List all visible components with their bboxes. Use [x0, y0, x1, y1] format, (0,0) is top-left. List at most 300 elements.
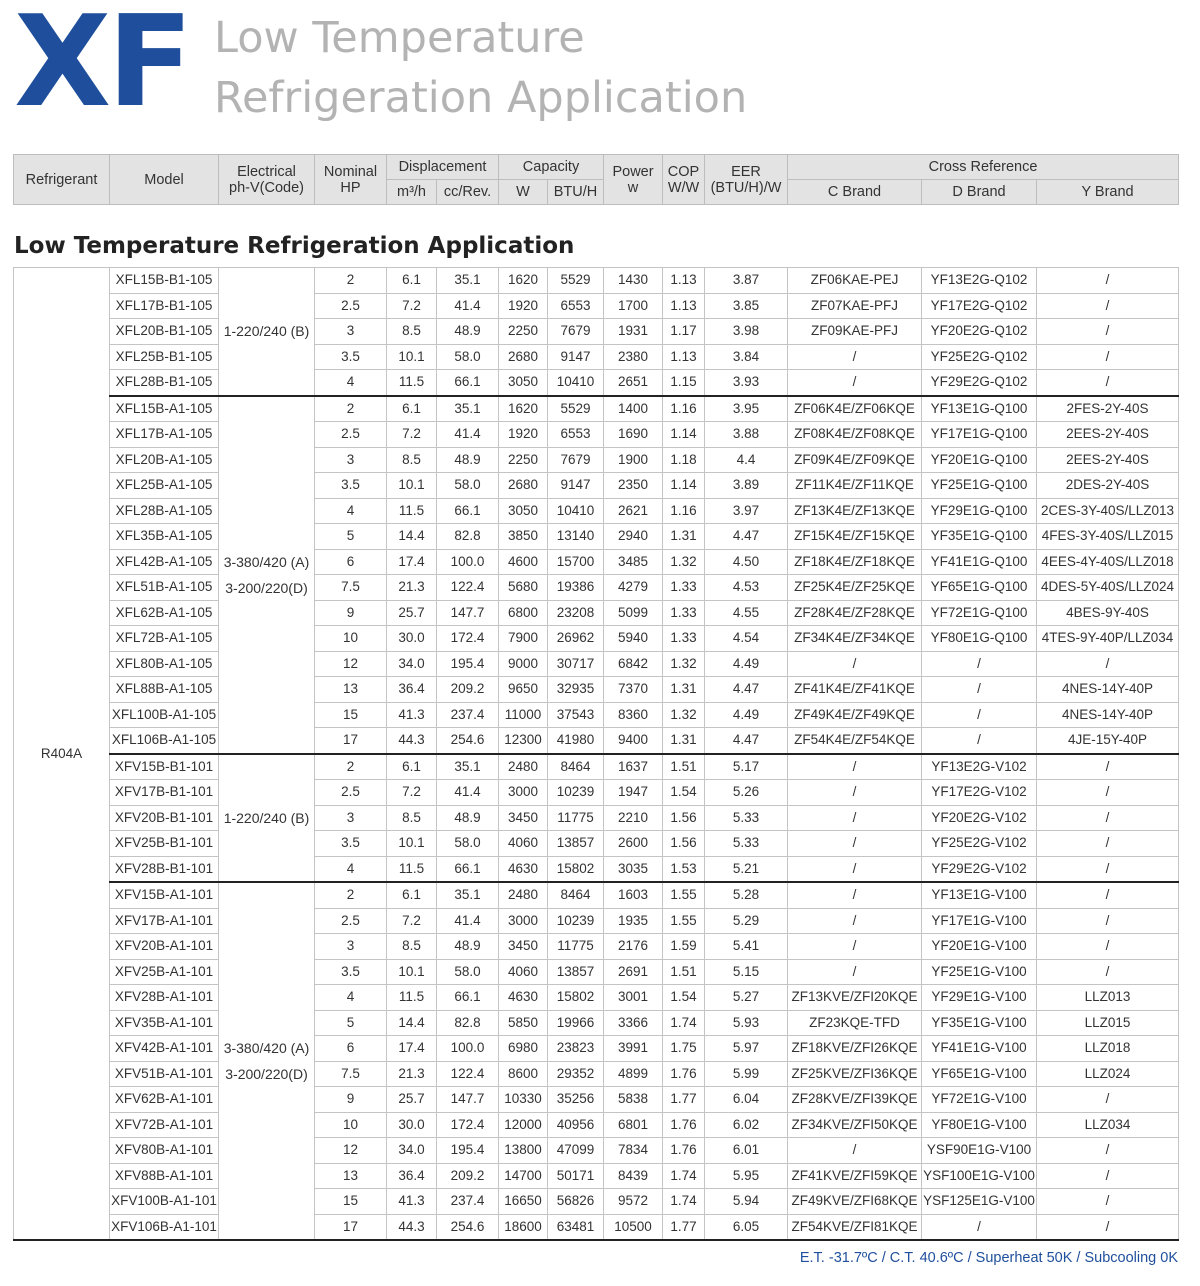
cop-cell: 1.53 [663, 856, 705, 882]
table-row [14, 1061, 1179, 1087]
cap-w-cell: 6800 [499, 600, 548, 626]
disp-m3h-cell: 30.0 [387, 1112, 437, 1138]
nominal-hp-cell: 6 [315, 549, 387, 575]
d-brand-cell: YF13E2G-V102 [922, 754, 1037, 780]
table-row [14, 1036, 1179, 1062]
table-row [14, 626, 1179, 652]
eer-cell: 6.02 [705, 1112, 788, 1138]
c-brand-cell: ZF49K4E/ZF49KQE [788, 702, 922, 728]
disp-cc-cell: 58.0 [437, 473, 499, 499]
cop-cell: 1.13 [663, 268, 705, 294]
header-cap-btu: BTU/H [548, 180, 604, 205]
disp-m3h-cell: 11.5 [387, 985, 437, 1011]
table-row [14, 934, 1179, 960]
cop-cell: 1.74 [663, 1189, 705, 1215]
cap-w-cell: 12300 [499, 728, 548, 754]
header-cross-reference: Cross Reference [788, 155, 1179, 180]
disp-m3h-cell: 10.1 [387, 831, 437, 857]
y-brand-cell: LLZ034 [1037, 1112, 1179, 1138]
y-brand-cell: / [1037, 651, 1179, 677]
cap-btu-cell: 26962 [548, 626, 604, 652]
cop-cell: 1.77 [663, 1087, 705, 1113]
model-cell: XFL42B-A1-105 [110, 549, 219, 575]
d-brand-cell: YF80E1G-Q100 [922, 626, 1037, 652]
nominal-hp-cell: 9 [315, 1087, 387, 1113]
electrical-line: 3-380/420 (A) [223, 1040, 310, 1056]
table-row [14, 805, 1179, 831]
logo: XF [14, 0, 190, 135]
d-brand-cell: YF25E1G-V100 [922, 959, 1037, 985]
disp-cc-cell: 66.1 [437, 498, 499, 524]
nominal-hp-cell: 13 [315, 677, 387, 703]
y-brand-cell: LLZ013 [1037, 985, 1179, 1011]
power-cell: 1947 [604, 780, 663, 806]
header-d-brand: D Brand [922, 180, 1037, 205]
disp-cc-cell: 48.9 [437, 805, 499, 831]
cap-btu-cell: 8464 [548, 754, 604, 780]
header-capacity: Capacity [499, 155, 604, 180]
disp-cc-cell: 66.1 [437, 856, 499, 882]
nominal-hp-cell: 4 [315, 498, 387, 524]
cap-w-cell: 1920 [499, 293, 548, 319]
cap-w-cell: 14700 [499, 1163, 548, 1189]
cap-w-cell: 5850 [499, 1010, 548, 1036]
electrical-line: 3-200/220(D) [225, 579, 308, 596]
disp-cc-cell: 100.0 [437, 1036, 499, 1062]
c-brand-cell: ZF34KVE/ZFI50KQE [788, 1112, 922, 1138]
c-brand-cell: ZF28K4E/ZF28KQE [788, 600, 922, 626]
y-brand-cell: / [1037, 959, 1179, 985]
c-brand-cell: ZF54KVE/ZFI81KQE [788, 1214, 922, 1240]
c-brand-cell: ZF49KVE/ZFI68KQE [788, 1189, 922, 1215]
disp-m3h-cell: 7.2 [387, 780, 437, 806]
eer-cell: 5.28 [705, 882, 788, 908]
table-row [14, 908, 1179, 934]
cop-cell: 1.31 [663, 677, 705, 703]
model-cell: XFL17B-A1-105 [110, 422, 219, 448]
eer-cell: 5.21 [705, 856, 788, 882]
cap-w-cell: 2680 [499, 344, 548, 370]
power-cell: 5838 [604, 1087, 663, 1113]
d-brand-cell: YSF90E1G-V100 [922, 1138, 1037, 1164]
table-row [14, 702, 1179, 728]
eer-cell: 4.54 [705, 626, 788, 652]
d-brand-cell: YSF125E1G-V100 [922, 1189, 1037, 1215]
eer-cell: 3.88 [705, 422, 788, 448]
disp-m3h-cell: 6.1 [387, 268, 437, 294]
header-cop-line1: COP [667, 163, 700, 180]
d-brand-cell: YF29E1G-V100 [922, 985, 1037, 1011]
model-cell: XFL17B-B1-105 [110, 293, 219, 319]
y-brand-cell: / [1037, 882, 1179, 908]
y-brand-cell: / [1037, 754, 1179, 780]
c-brand-cell: ZF25KVE/ZFI36KQE [788, 1061, 922, 1087]
eer-cell: 4.53 [705, 575, 788, 601]
y-brand-cell: / [1037, 319, 1179, 345]
cap-w-cell: 2480 [499, 754, 548, 780]
c-brand-cell: ZF18K4E/ZF18KQE [788, 549, 922, 575]
y-brand-cell: / [1037, 831, 1179, 857]
d-brand-cell: / [922, 1214, 1037, 1240]
nominal-hp-cell: 12 [315, 651, 387, 677]
eer-cell: 5.17 [705, 754, 788, 780]
power-cell: 1690 [604, 422, 663, 448]
disp-cc-cell: 147.7 [437, 600, 499, 626]
cap-w-cell: 16650 [499, 1189, 548, 1215]
disp-cc-cell: 48.9 [437, 934, 499, 960]
eer-cell: 5.33 [705, 831, 788, 857]
table-row [14, 575, 1179, 601]
d-brand-cell: YF20E2G-V102 [922, 805, 1037, 831]
electrical-line: 1-220/240 (B) [223, 809, 310, 826]
disp-m3h-cell: 11.5 [387, 370, 437, 396]
cap-w-cell: 11000 [499, 702, 548, 728]
cap-btu-cell: 7679 [548, 319, 604, 345]
cap-btu-cell: 63481 [548, 1214, 604, 1240]
model-cell: XFV72B-A1-101 [110, 1112, 219, 1138]
power-cell: 9400 [604, 728, 663, 754]
eer-cell: 5.97 [705, 1036, 788, 1062]
eer-cell: 4.50 [705, 549, 788, 575]
eer-cell: 5.41 [705, 934, 788, 960]
model-cell: XFL28B-A1-105 [110, 498, 219, 524]
disp-cc-cell: 48.9 [437, 319, 499, 345]
disp-cc-cell: 58.0 [437, 831, 499, 857]
cop-cell: 1.77 [663, 1214, 705, 1240]
cap-btu-cell: 56826 [548, 1189, 604, 1215]
power-cell: 3366 [604, 1010, 663, 1036]
y-brand-cell: 4JE-15Y-40P [1037, 728, 1179, 754]
nominal-hp-cell: 3 [315, 447, 387, 473]
disp-cc-cell: 237.4 [437, 1189, 499, 1215]
cap-btu-cell: 10239 [548, 908, 604, 934]
d-brand-cell: YF72E1G-Q100 [922, 600, 1037, 626]
nominal-hp-cell: 4 [315, 856, 387, 882]
disp-cc-cell: 254.6 [437, 1214, 499, 1240]
cap-w-cell: 4600 [499, 549, 548, 575]
d-brand-cell: YF20E1G-Q100 [922, 447, 1037, 473]
d-brand-cell: YF20E2G-Q102 [922, 319, 1037, 345]
header-y-brand: Y Brand [1037, 180, 1179, 205]
table-row [14, 754, 1179, 780]
power-cell: 6801 [604, 1112, 663, 1138]
eer-cell: 5.93 [705, 1010, 788, 1036]
y-brand-cell: / [1037, 268, 1179, 294]
disp-m3h-cell: 14.4 [387, 1010, 437, 1036]
y-brand-cell: 4NES-14Y-40P [1037, 677, 1179, 703]
header-nominal-line2: HP [340, 179, 361, 196]
d-brand-cell: / [922, 677, 1037, 703]
disp-m3h-cell: 11.5 [387, 856, 437, 882]
nominal-hp-cell: 2 [315, 396, 387, 422]
eer-cell: 6.04 [705, 1087, 788, 1113]
cap-btu-cell: 6553 [548, 293, 604, 319]
d-brand-cell: YF65E1G-Q100 [922, 575, 1037, 601]
cap-w-cell: 1620 [499, 268, 548, 294]
y-brand-cell: / [1037, 1214, 1179, 1240]
y-brand-cell: 4TES-9Y-40P/LLZ034 [1037, 626, 1179, 652]
d-brand-cell: YF41E1G-Q100 [922, 549, 1037, 575]
disp-m3h-cell: 7.2 [387, 908, 437, 934]
disp-m3h-cell: 7.2 [387, 422, 437, 448]
cap-btu-cell: 5529 [548, 396, 604, 422]
power-cell: 5099 [604, 600, 663, 626]
c-brand-cell: ZF15K4E/ZF15KQE [788, 524, 922, 550]
eer-cell: 5.99 [705, 1061, 788, 1087]
disp-cc-cell: 41.4 [437, 293, 499, 319]
disp-cc-cell: 195.4 [437, 1138, 499, 1164]
model-cell: XFV17B-B1-101 [110, 780, 219, 806]
cap-btu-cell: 13857 [548, 959, 604, 985]
nominal-hp-cell: 2.5 [315, 780, 387, 806]
y-brand-cell: 4NES-14Y-40P [1037, 702, 1179, 728]
cap-w-cell: 12000 [499, 1112, 548, 1138]
nominal-hp-cell: 3.5 [315, 473, 387, 499]
power-cell: 3035 [604, 856, 663, 882]
c-brand-cell: ZF13KVE/ZFI20KQE [788, 985, 922, 1011]
disp-cc-cell: 48.9 [437, 447, 499, 473]
c-brand-cell: / [788, 934, 922, 960]
disp-m3h-cell: 25.7 [387, 600, 437, 626]
cap-w-cell: 9650 [499, 677, 548, 703]
disp-cc-cell: 82.8 [437, 1010, 499, 1036]
cap-w-cell: 3050 [499, 370, 548, 396]
d-brand-cell: / [922, 702, 1037, 728]
table-row [14, 677, 1179, 703]
disp-m3h-cell: 21.3 [387, 1061, 437, 1087]
power-cell: 8439 [604, 1163, 663, 1189]
c-brand-cell: ZF07KAE-PFJ [788, 293, 922, 319]
table-row [14, 728, 1179, 754]
model-cell: XFL15B-A1-105 [110, 396, 219, 422]
model-cell: XFL15B-B1-105 [110, 268, 219, 294]
y-brand-cell: / [1037, 1138, 1179, 1164]
disp-cc-cell: 35.1 [437, 396, 499, 422]
cap-w-cell: 4060 [499, 959, 548, 985]
disp-m3h-cell: 17.4 [387, 1036, 437, 1062]
nominal-hp-cell: 2.5 [315, 293, 387, 319]
power-cell: 2940 [604, 524, 663, 550]
eer-cell: 5.33 [705, 805, 788, 831]
disp-m3h-cell: 8.5 [387, 319, 437, 345]
cop-cell: 1.74 [663, 1163, 705, 1189]
c-brand-cell: / [788, 780, 922, 806]
cop-cell: 1.51 [663, 959, 705, 985]
header-electrical [219, 155, 315, 205]
c-brand-cell: ZF06K4E/ZF06KQE [788, 396, 922, 422]
header-refrigerant: Refrigerant [14, 155, 110, 205]
power-cell: 1400 [604, 396, 663, 422]
cop-cell: 1.33 [663, 600, 705, 626]
y-brand-cell: / [1037, 908, 1179, 934]
cap-w-cell: 3000 [499, 780, 548, 806]
header-eer-line1: EER [731, 163, 761, 180]
model-cell: XFL88B-A1-105 [110, 677, 219, 703]
electrical-line: 1-220/240 (B) [223, 323, 310, 340]
nominal-hp-cell: 2.5 [315, 422, 387, 448]
power-cell: 7834 [604, 1138, 663, 1164]
cop-cell: 1.75 [663, 1036, 705, 1062]
column-header-table [13, 154, 1179, 205]
model-cell: XFL51B-A1-105 [110, 575, 219, 601]
cop-cell: 1.31 [663, 524, 705, 550]
cap-btu-cell: 11775 [548, 934, 604, 960]
y-brand-cell: 2FES-2Y-40S [1037, 396, 1179, 422]
nominal-hp-cell: 13 [315, 1163, 387, 1189]
power-cell: 1935 [604, 908, 663, 934]
disp-cc-cell: 100.0 [437, 549, 499, 575]
y-brand-cell: 2EES-2Y-40S [1037, 422, 1179, 448]
c-brand-cell: ZF41K4E/ZF41KQE [788, 677, 922, 703]
c-brand-cell: / [788, 754, 922, 780]
cop-cell: 1.13 [663, 344, 705, 370]
cap-btu-cell: 41980 [548, 728, 604, 754]
table-row [14, 473, 1179, 499]
cap-btu-cell: 40956 [548, 1112, 604, 1138]
disp-cc-cell: 147.7 [437, 1087, 499, 1113]
c-brand-cell: ZF23KQE-TFD [788, 1010, 922, 1036]
cap-w-cell: 18600 [499, 1214, 548, 1240]
c-brand-cell: / [788, 805, 922, 831]
eer-cell: 4.47 [705, 524, 788, 550]
eer-cell: 3.97 [705, 498, 788, 524]
power-cell: 1700 [604, 293, 663, 319]
model-cell: XFL20B-A1-105 [110, 447, 219, 473]
disp-cc-cell: 35.1 [437, 882, 499, 908]
y-brand-cell: LLZ018 [1037, 1036, 1179, 1062]
model-cell: XFV80B-A1-101 [110, 1138, 219, 1164]
header-displacement: Displacement [387, 155, 499, 180]
cap-btu-cell: 19966 [548, 1010, 604, 1036]
nominal-hp-cell: 3 [315, 934, 387, 960]
header-nominal [315, 155, 387, 205]
power-cell: 4279 [604, 575, 663, 601]
y-brand-cell: / [1037, 856, 1179, 882]
refrigerant-cell: R404A [14, 268, 110, 1241]
disp-cc-cell: 41.4 [437, 422, 499, 448]
eer-cell: 3.85 [705, 293, 788, 319]
cop-cell: 1.13 [663, 293, 705, 319]
model-cell: XFV100B-A1-101 [110, 1189, 219, 1215]
cap-btu-cell: 50171 [548, 1163, 604, 1189]
cap-btu-cell: 29352 [548, 1061, 604, 1087]
table-row [14, 1214, 1179, 1240]
table-row [14, 524, 1179, 550]
header-disp-cc: cc/Rev. [437, 180, 499, 205]
eer-cell: 5.95 [705, 1163, 788, 1189]
cap-btu-cell: 15700 [548, 549, 604, 575]
cap-w-cell: 1920 [499, 422, 548, 448]
power-cell: 3991 [604, 1036, 663, 1062]
nominal-hp-cell: 15 [315, 1189, 387, 1215]
model-cell: XFV15B-B1-101 [110, 754, 219, 780]
nominal-hp-cell: 4 [315, 985, 387, 1011]
cap-w-cell: 3000 [499, 908, 548, 934]
disp-cc-cell: 209.2 [437, 677, 499, 703]
disp-m3h-cell: 25.7 [387, 1087, 437, 1113]
header-c-brand: C Brand [788, 180, 922, 205]
eer-cell: 4.47 [705, 728, 788, 754]
c-brand-cell: ZF54K4E/ZF54KQE [788, 728, 922, 754]
disp-m3h-cell: 10.1 [387, 959, 437, 985]
cap-btu-cell: 15802 [548, 985, 604, 1011]
y-brand-cell: / [1037, 1189, 1179, 1215]
cap-btu-cell: 9147 [548, 344, 604, 370]
eer-cell: 4.49 [705, 702, 788, 728]
disp-cc-cell: 172.4 [437, 626, 499, 652]
cop-cell: 1.15 [663, 370, 705, 396]
eer-cell: 5.94 [705, 1189, 788, 1215]
table-row [14, 344, 1179, 370]
nominal-hp-cell: 3.5 [315, 959, 387, 985]
c-brand-cell: ZF09KAE-PFJ [788, 319, 922, 345]
nominal-hp-cell: 10 [315, 626, 387, 652]
y-brand-cell: / [1037, 1163, 1179, 1189]
table-row [14, 985, 1179, 1011]
d-brand-cell: YF65E1G-V100 [922, 1061, 1037, 1087]
table-row [14, 1087, 1179, 1113]
cap-w-cell: 8600 [499, 1061, 548, 1087]
cap-btu-cell: 13857 [548, 831, 604, 857]
cap-btu-cell: 10239 [548, 780, 604, 806]
eer-cell: 5.26 [705, 780, 788, 806]
header-cop [663, 155, 705, 205]
disp-m3h-cell: 44.3 [387, 1214, 437, 1240]
disp-cc-cell: 58.0 [437, 959, 499, 985]
disp-m3h-cell: 6.1 [387, 396, 437, 422]
d-brand-cell: YF13E2G-Q102 [922, 268, 1037, 294]
cap-w-cell: 10330 [499, 1087, 548, 1113]
table-row [14, 1138, 1179, 1164]
cap-w-cell: 4630 [499, 856, 548, 882]
d-brand-cell: YF17E2G-V102 [922, 780, 1037, 806]
eer-cell: 4.49 [705, 651, 788, 677]
disp-m3h-cell: 10.1 [387, 344, 437, 370]
y-brand-cell: 2DES-2Y-40S [1037, 473, 1179, 499]
cop-cell: 1.54 [663, 985, 705, 1011]
disp-m3h-cell: 41.3 [387, 702, 437, 728]
disp-cc-cell: 35.1 [437, 754, 499, 780]
c-brand-cell: / [788, 344, 922, 370]
disp-m3h-cell: 6.1 [387, 754, 437, 780]
d-brand-cell: YF80E1G-V100 [922, 1112, 1037, 1138]
eer-cell: 3.84 [705, 344, 788, 370]
table-row [14, 447, 1179, 473]
header-eer-line2: (BTU/H)/W [710, 179, 782, 196]
cop-cell: 1.16 [663, 396, 705, 422]
disp-cc-cell: 172.4 [437, 1112, 499, 1138]
d-brand-cell: YF25E1G-Q100 [922, 473, 1037, 499]
cap-w-cell: 3850 [499, 524, 548, 550]
c-brand-cell: ZF13K4E/ZF13KQE [788, 498, 922, 524]
y-brand-cell: 4FES-3Y-40S/LLZ015 [1037, 524, 1179, 550]
power-cell: 4899 [604, 1061, 663, 1087]
cap-w-cell: 4060 [499, 831, 548, 857]
nominal-hp-cell: 2.5 [315, 908, 387, 934]
power-cell: 3485 [604, 549, 663, 575]
y-brand-cell: 4EES-4Y-40S/LLZ018 [1037, 549, 1179, 575]
power-cell: 2621 [604, 498, 663, 524]
y-brand-cell: / [1037, 780, 1179, 806]
eer-cell: 3.87 [705, 268, 788, 294]
eer-cell: 6.05 [705, 1214, 788, 1240]
model-cell: XFL80B-A1-105 [110, 651, 219, 677]
eer-cell: 4.4 [705, 447, 788, 473]
cap-btu-cell: 11775 [548, 805, 604, 831]
disp-cc-cell: 66.1 [437, 370, 499, 396]
model-cell: XFL100B-A1-105 [110, 702, 219, 728]
c-brand-cell: / [788, 651, 922, 677]
